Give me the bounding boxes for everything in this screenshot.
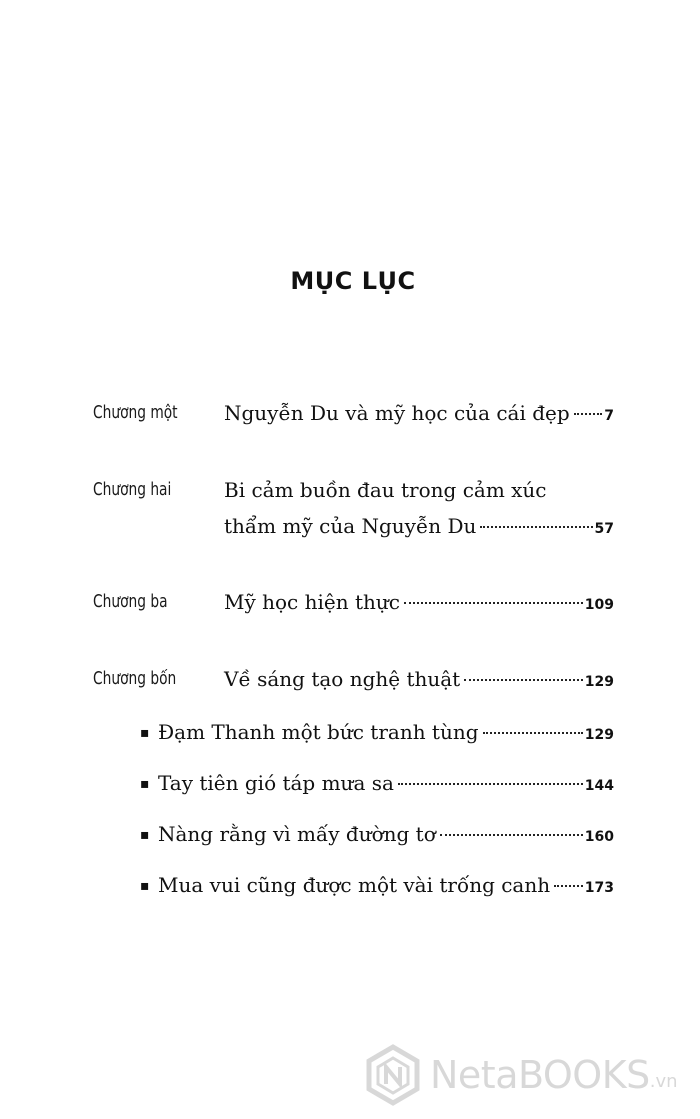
page-number: 160: [584, 829, 614, 845]
toc-subentry[interactable]: [140, 769, 614, 800]
page-number: 7: [604, 408, 614, 424]
subsection-title: Tay tiên gió táp mưa sa: [158, 771, 394, 795]
page-number: 129: [584, 727, 614, 743]
dot-leader: [464, 679, 583, 681]
bullet-icon: ▪: [140, 878, 150, 894]
toc-entry[interactable]: [224, 512, 614, 543]
toc-entry[interactable]: [224, 665, 614, 696]
chapter-title: Về sáng tạo nghệ thuật: [224, 667, 461, 691]
chapter-label: Chương hai: [93, 479, 172, 500]
subsection-title: Nàng rằng vì mấy đường tơ: [158, 822, 436, 846]
dot-leader: [554, 885, 583, 887]
chapter-title: Mỹ học hiện thực: [224, 590, 400, 614]
chapter-title: Bi cảm buồn đau trong cảm xúc: [224, 478, 547, 502]
watermark-brand: NetaBOOKS: [430, 1053, 650, 1097]
dot-leader: [398, 783, 583, 785]
toc-subentry[interactable]: [140, 718, 614, 749]
page-number: 173: [584, 880, 614, 896]
chapter-title: Nguyễn Du và mỹ học của cái đẹp: [224, 401, 570, 425]
bullet-icon: ▪: [140, 827, 150, 843]
dot-leader: [574, 413, 603, 415]
page-title: MỤC LỤC: [290, 267, 416, 295]
bullet-icon: ▪: [140, 776, 150, 792]
dot-leader: [480, 526, 592, 528]
watermark-suffix: .vn: [649, 1070, 678, 1092]
toc-entry[interactable]: [224, 399, 614, 430]
toc-subentry[interactable]: [140, 820, 614, 851]
page-number: 129: [584, 674, 614, 690]
chapter-label: Chương một: [93, 402, 178, 423]
bullet-icon: ▪: [140, 725, 150, 741]
toc-entry[interactable]: [224, 588, 614, 619]
toc-subentry[interactable]: [140, 871, 614, 902]
subsection-title: Đạm Thanh một bức tranh tùng: [158, 720, 479, 744]
netabooks-logo-icon: [362, 1044, 424, 1106]
dot-leader: [440, 834, 583, 836]
watermark: [362, 1040, 692, 1110]
chapter-label: Chương ba: [93, 591, 168, 612]
page-number: 144: [584, 778, 614, 794]
dot-leader: [483, 732, 583, 734]
chapter-title-continued: thẩm mỹ của Nguyễn Du: [224, 514, 477, 538]
page-number: 57: [594, 521, 614, 537]
chapter-label: Chương bốn: [93, 668, 177, 689]
dot-leader: [404, 602, 583, 604]
page-number: 109: [584, 597, 614, 613]
subsection-title: Mua vui cũng được một vài trống canh: [158, 873, 551, 897]
toc-entry-line[interactable]: [224, 476, 614, 504]
